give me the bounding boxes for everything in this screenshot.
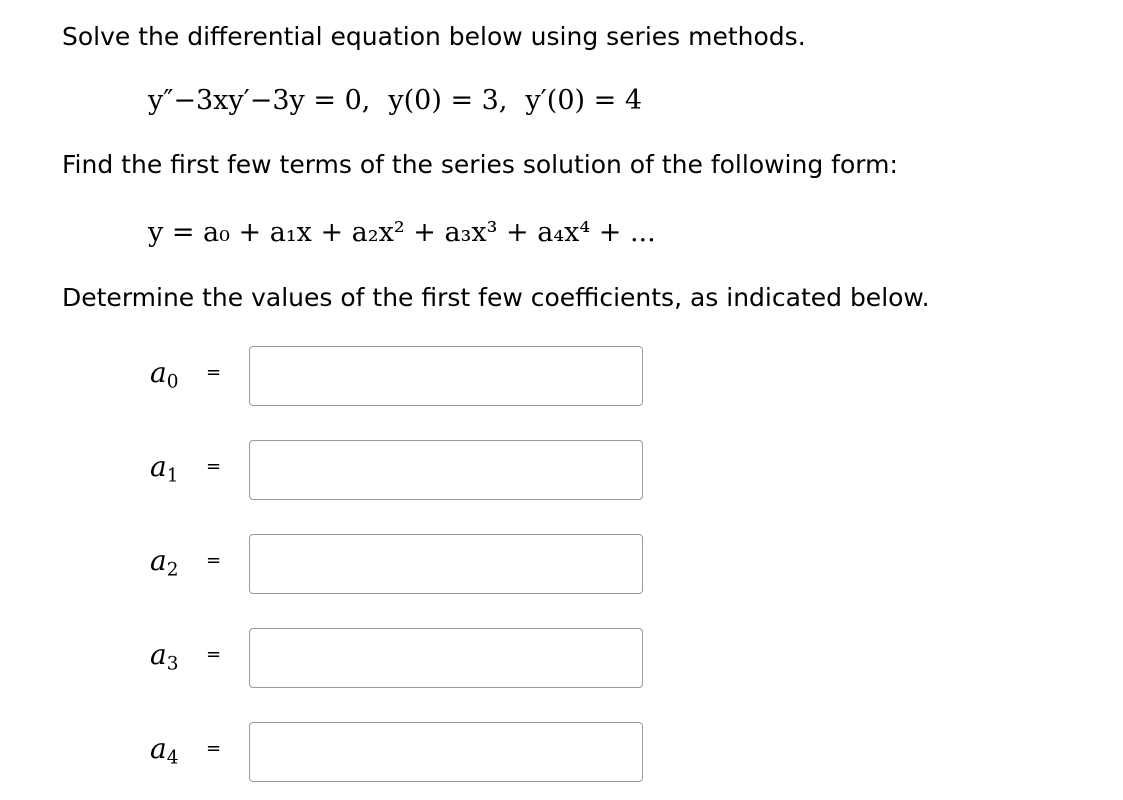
series-form: y = a₀ + a₁x + a₂x² + a₃x³ + a₄x⁴ + ...: [148, 217, 656, 248]
equals-sign: =: [206, 644, 222, 665]
answer-input-a0[interactable]: [249, 346, 643, 406]
coefficient-label-a4: $a_4$: [150, 732, 179, 769]
coefficient-label-a0: $a_0$: [150, 356, 179, 393]
coefficient-row-a2: [0, 534, 700, 594]
equals-sign: =: [206, 738, 222, 759]
initial-condition-y: y(0) = 3,: [388, 85, 508, 116]
ode-lhs: y″−3xy′−3y = 0,: [148, 85, 371, 116]
equals-sign: =: [206, 456, 222, 477]
equals-sign: =: [206, 550, 222, 571]
intro-text: Solve the differential equation below using series methods.: [62, 22, 806, 51]
answer-input-a3[interactable]: [249, 628, 643, 688]
differential-equation: [148, 84, 642, 118]
form-prompt: Find the first few terms of the series solution of the following form:: [62, 150, 898, 179]
answer-input-a2[interactable]: [249, 534, 643, 594]
answer-input-a1[interactable]: [249, 440, 643, 500]
equals-sign: =: [206, 362, 222, 383]
initial-condition-yprime: y′(0) = 4: [525, 85, 643, 116]
answer-input-a4[interactable]: [249, 722, 643, 782]
coefficient-label-a3: $a_3$: [150, 638, 179, 675]
coefficient-row-a0: [0, 346, 700, 406]
coefficients-prompt: Determine the values of the first few coefficients, as indicated below.: [62, 283, 930, 312]
coefficient-label-a1: $a_1$: [150, 450, 179, 487]
coefficient-label-a2: $a_2$: [150, 544, 179, 581]
coefficient-row-a1: [0, 440, 700, 500]
coefficient-row-a3: [0, 628, 700, 688]
coefficient-row-a4: [0, 722, 700, 782]
